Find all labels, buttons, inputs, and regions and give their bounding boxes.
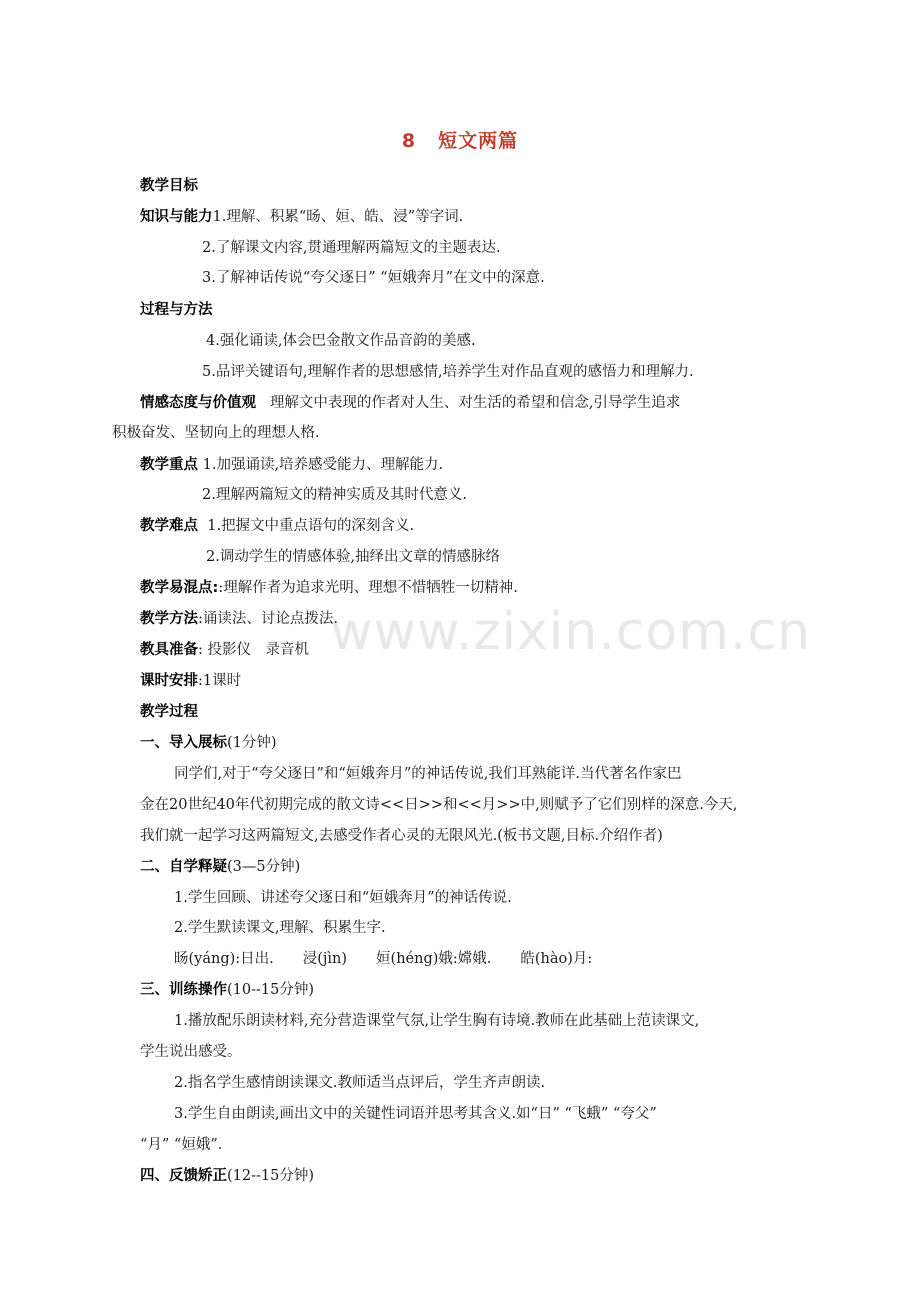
schedule-label: 课时安排 (140, 673, 198, 689)
difficulty-2: 2.调动学生的情感体验,抽绎出文章的情感脉络 (206, 549, 500, 565)
knowledge-line-1 (140, 207, 790, 227)
process-method-label: 过程与方法 (140, 302, 213, 318)
section-2-label: 二、自学释疑 (140, 859, 227, 875)
knowledge-item-3: 3.了解神话传说“夸父逐日” “姮娥奔月”在文中的深意. (202, 270, 545, 286)
section-3-time: (10--15分钟) (227, 982, 315, 998)
section-1-heading (140, 733, 790, 753)
emotion-text-2: 积极奋发、坚韧向上的理想人格. (112, 425, 320, 441)
methods-text: :诵读法、讨论点拨法. (198, 611, 338, 627)
section-1-time: (1分钟) (227, 735, 277, 751)
key-points-line-1 (140, 455, 790, 475)
confusion-label: 教学易混点: (140, 580, 219, 596)
emotion-text-1: 理解文中表现的作者对人生、对生活的希望和信念,引导学生追求 (269, 395, 681, 411)
process-heading: 教学过程 (140, 704, 198, 720)
difficulties-label: 教学难点 (140, 518, 198, 534)
section-3-item-1a: 1.播放配乐朗读材料,充分营造课堂气氛,让学生胸有诗境.教师在此基础上范读课文, (174, 1013, 700, 1029)
lesson-title: 短文两篇 (438, 130, 519, 152)
section-4-time: (12--15分钟) (227, 1168, 315, 1184)
process-item-5: 5.品评关键语句,理解作者的思想感情,培养学生对作品直观的感悟力和理解力. (202, 364, 694, 380)
difficulties-line-1 (140, 516, 790, 536)
section-3-heading (140, 980, 790, 1000)
section-2-time: (3—5分钟) (227, 859, 301, 875)
section-4-heading (140, 1166, 790, 1186)
section-2-item-2: 2.学生默读课文,理解、积累生字. (174, 920, 386, 936)
knowledge-item-2: 2.了解课文内容,贯通理解两篇短文的主题表达. (202, 240, 501, 256)
process-item-4: 4.强化诵读,体会巴金散文作品音韵的美感. (206, 333, 476, 349)
methods-label: 教学方法 (140, 611, 198, 627)
section-1-paragraph-2: 金在20世纪40年代初期完成的散文诗<<日>>和<<月>>中,则赋予了它们别样的深意.今天, (140, 797, 738, 813)
lesson-number: 8 (401, 130, 417, 152)
section-3-label: 三、训练操作 (140, 982, 227, 998)
section-2-item-1: 1.学生回顾、讲述夸父逐日和“姮娥奔月”的神话传说. (174, 890, 512, 906)
tools-line (140, 640, 790, 660)
schedule-text: :1课时 (198, 673, 242, 689)
site-watermark: www.zixin.com.cn (330, 602, 811, 662)
emotion-line-1 (140, 393, 790, 413)
knowledge-item-1: 1.理解、积累“旸、姮、皓、浸”等字词. (212, 209, 464, 225)
section-3-item-1b: 学生说出感受。 (140, 1044, 242, 1060)
section-1-paragraph-3: 我们就一起学习这两篇短文,去感受作者心灵的无限风光.(板书文题,目标.介绍作者) (140, 828, 663, 844)
knowledge-label: 知识与能力 (140, 209, 213, 225)
key-point-1: 1.加强诵读,培养感受能力、理解能力. (202, 457, 444, 473)
confusion-text: :理解作者为追求光明、理想不惜牺牲一切精神. (218, 580, 518, 596)
section-3-item-3b: “月” “姮娥”. (140, 1137, 223, 1153)
tools-label: 教具准备 (140, 642, 198, 658)
section-4-label: 四、反馈矫正 (140, 1168, 227, 1184)
section-1-label: 一、导入展标 (140, 735, 227, 751)
document-title (0, 126, 920, 153)
section-2-heading (140, 857, 790, 877)
difficulty-1: 1.把握文中重点语句的深刻含义. (207, 518, 415, 534)
section-1-paragraph-1: 同学们,对于“夸父逐日”和“姮娥奔月”的神话传说,我们耳熟能详.当代著名作家巴 (174, 766, 682, 782)
section-2-vocabulary: 旸(yáng):日出. 浸(jìn) 姮(héng)娥:嫦娥. 皓(hào)月: (174, 951, 593, 967)
key-point-2: 2.理解两篇短文的精神实质及其时代意义. (202, 487, 467, 503)
section-3-item-2: 2.指名学生感情朗读课文.教师适当点评后，学生齐声朗读. (174, 1075, 546, 1091)
confusion-line (140, 578, 790, 598)
tools-text: : 投影仪 录音机 (198, 642, 309, 658)
section-3-item-3a: 3.学生自由朗读,画出文中的关键性词语并思考其含义.如“日” “飞蛾” “夸父” (174, 1106, 657, 1122)
emotion-label: 情感态度与价值观 (140, 395, 256, 411)
methods-line (140, 609, 790, 629)
key-points-label: 教学重点 (140, 457, 198, 473)
goals-heading: 教学目标 (140, 178, 198, 194)
schedule-line (140, 671, 790, 691)
